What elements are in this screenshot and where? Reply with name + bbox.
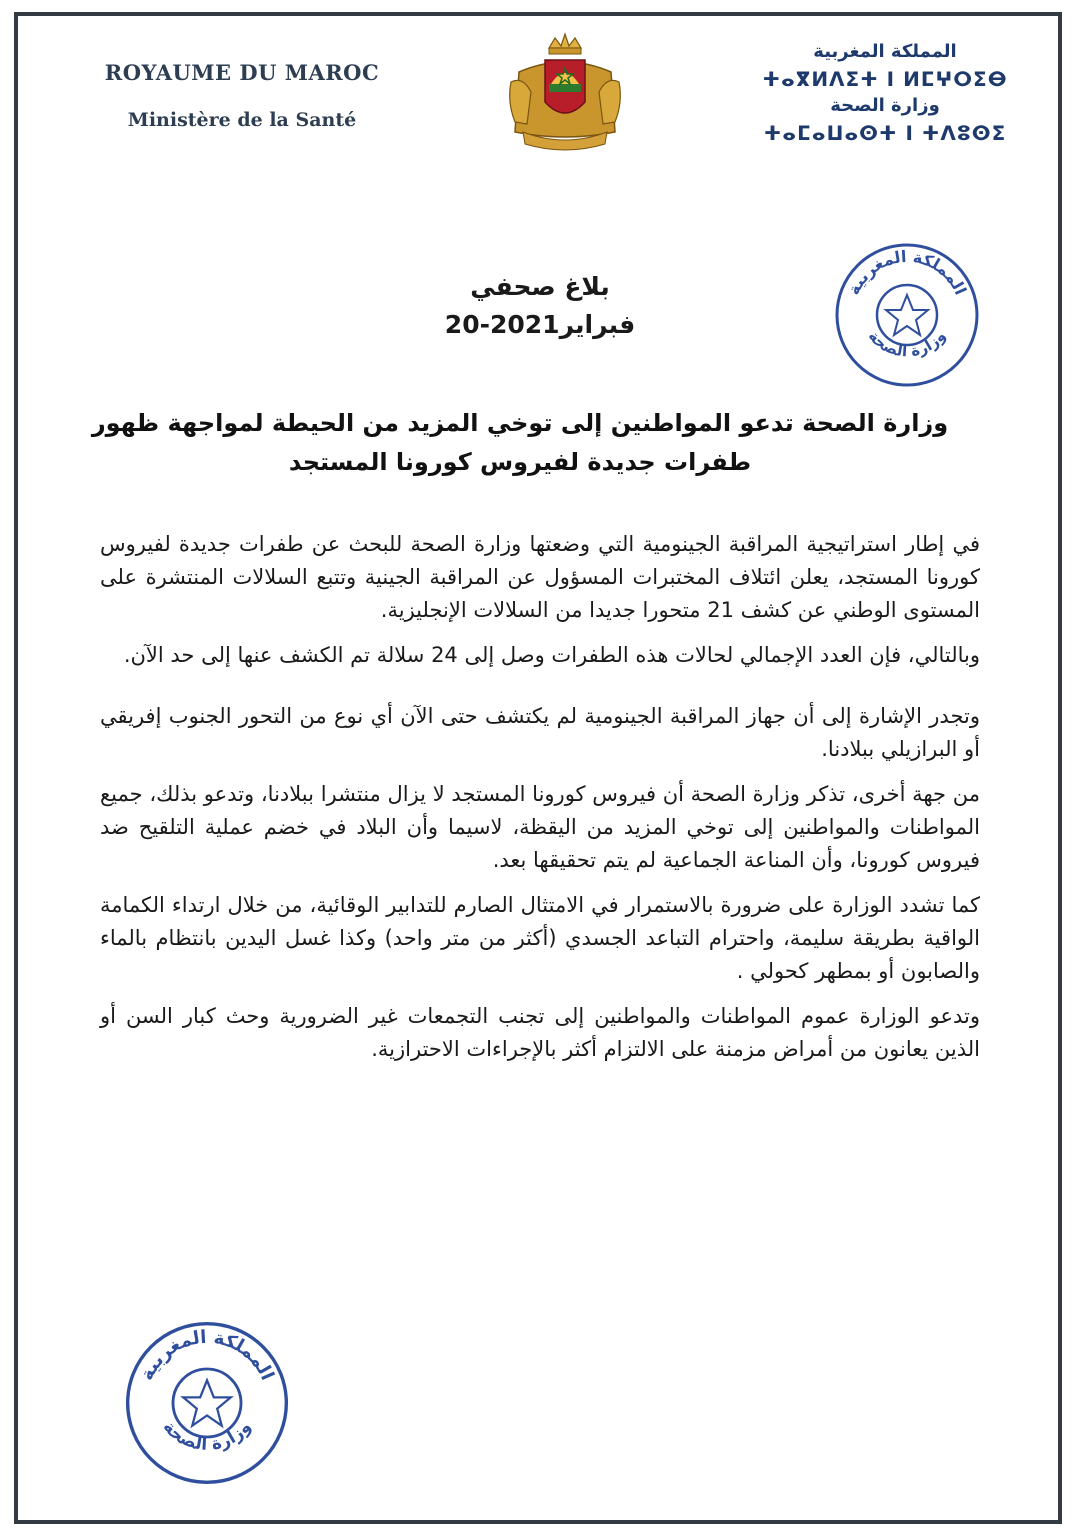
tif-ministry-label: ⵜⴰⵎⴰⵡⴰⵙⵜ ⵏ ⵜⴷⵓⵙⵉ bbox=[763, 121, 1007, 145]
svg-text:المملكة المغربية bbox=[844, 247, 970, 298]
seal-arc-bottom: وزارة الصحة bbox=[864, 327, 950, 361]
seal-arc-top: المملكة المغربية bbox=[843, 246, 971, 298]
ministry-seal-stamp bbox=[832, 240, 982, 390]
paragraph-1: في إطار استراتيجية المراقبة الجينومية التي وضعتها وزارة الصحة للبحث عن طفرات جديدة لفيروس كورونا المستجد، يعلن ائتلاف المختبرات المسؤول عن المراقبة الجينية وتتبع السلالات المنتشرة على المستوى الوطني عن كشف 21 متحورا جديدا من السلالات الإنجليزية. bbox=[100, 532, 980, 622]
ministry-seal-stamp-bottom bbox=[122, 1318, 292, 1488]
coat-of-arms-icon bbox=[505, 32, 625, 154]
svg-text:المملكة المغربية bbox=[136, 1327, 278, 1384]
paragraph-4: من جهة أخرى، تذكر وزارة الصحة أن فيروس كورونا المستجد لا يزال منتشرا ببلادنا، وتدعو بذلك، جميع المواطنات والمواطنين إلى توخي المزيد من اليقظة، لاسيما وأن البلاد في خضم عملية التلقيح ضد فيروس كورونا، وأن المناعة الجماعية لم يتم تحقيقها بعد. bbox=[100, 782, 980, 872]
ar-ministry-label: وزارة الصحة bbox=[830, 95, 940, 116]
fr-ministry-label: Ministère de la Santé bbox=[127, 109, 357, 131]
seal-arc-top-bottom: المملكة المغربية bbox=[136, 1326, 278, 1384]
ar-kingdom-label: المملكة المغربية bbox=[813, 41, 957, 62]
fr-kingdom-label: ROYAUME DU MAROC bbox=[104, 60, 380, 85]
press-date: 20-فبراير2021 bbox=[444, 310, 636, 339]
french-header bbox=[82, 60, 402, 131]
seal-arc-bottom-bottom: وزارة الصحة bbox=[158, 1417, 256, 1455]
svg-text:وزارة الصحة bbox=[159, 1417, 256, 1455]
press-title-text: بلاغ صحفي bbox=[470, 272, 610, 301]
press-release-title bbox=[340, 268, 740, 344]
paragraph-3: وتجدر الإشارة إلى أن جهاز المراقبة الجينومية لم يكتشف حتى الآن أي نوع من التحور الجنوب إفريقي أو البرازيلي ببلادنا. bbox=[100, 704, 980, 761]
svg-text:وزارة الصحة bbox=[865, 327, 950, 360]
paragraph-6: وتدعو الوزارة عموم المواطنات والمواطنين إلى تجنب التجمعات غير الضرورية وحث كبار السن أو الذين يعانون من أمراض مزمنة على الالتزام أكثر بالإجراءات الاحترازية. bbox=[100, 1004, 980, 1061]
paragraph-2: وبالتالي، فإن العدد الإجمالي لحالات هذه الطفرات وصل إلى 24 سلالة تم الكشف عنها إلى حد الآن. bbox=[123, 643, 980, 667]
tif-kingdom-label: ⵜⴰⴳⵍⴷⵉⵜ ⵏ ⵍⵎⵖⵔⵉⴱ bbox=[762, 67, 1008, 91]
body-text bbox=[100, 528, 980, 1078]
arabic-tifinagh-header bbox=[760, 40, 1010, 148]
paragraph-5: كما تشدد الوزارة على ضرورة بالاستمرار في الامتثال الصارم للتدابير الوقائية، من خلال ارتداء الكمامة الواقية بطريقة سليمة، واحترام التباعد الجسدي (أكثر من متر واحد) وكذا غسل اليدين بانتظام بالماء والصابون أو بمطهر كحولي . bbox=[100, 893, 980, 983]
headline: وزارة الصحة تدعو المواطنين إلى توخي المزيد من الحيطة لمواجهة ظهور طفرات جديدة لفيروس كورونا المستجد bbox=[91, 409, 949, 476]
